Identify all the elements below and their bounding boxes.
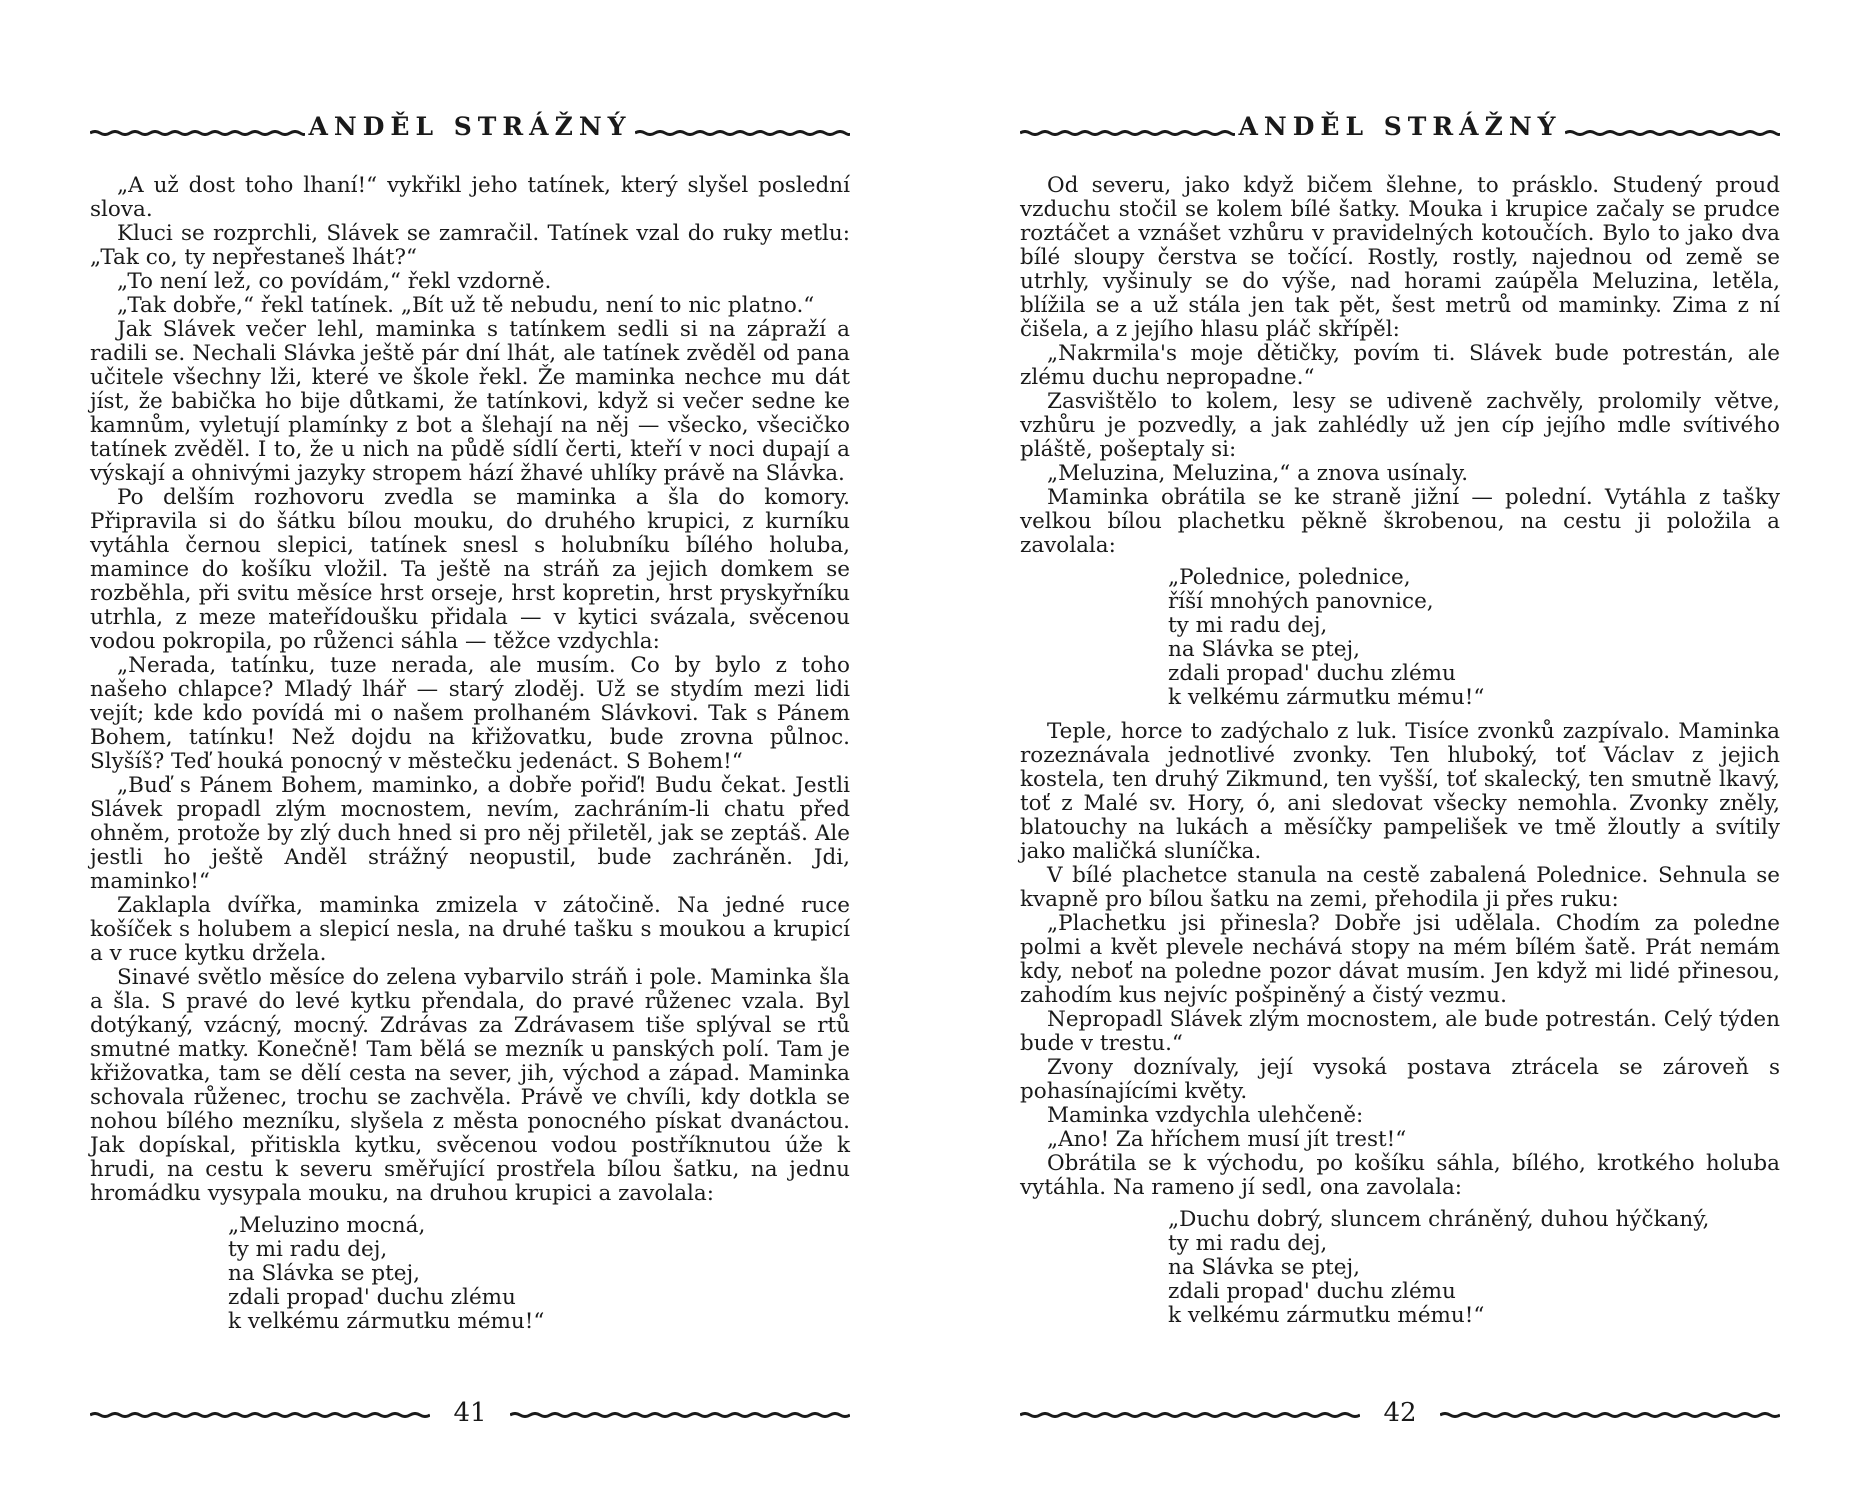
paragraph: Zasvištělo to kolem, lesy se udiveně zachvěly, prolomily větve, vzhůru je pozvedly, a jak zahlédly už jen cíp jejího mdle svítivého pláště, pošeptaly si: xyxy=(1020,389,1780,462)
poem-line: „Polednice, polednice, xyxy=(1168,565,1411,590)
paragraph: Maminka obrátila se ke straně jižní — polední. Vytáhla z tašky velkou bílou plachetku pěkně škrobenou, na cestu ji položila a zavolala: xyxy=(1020,485,1780,558)
paragraph: Sinavé světlo měsíce do zelena vybarvilo stráň i pole. Maminka šla a šla. S pravé do levé kytku přendala, do pravé růženec vzala. Byl dotýkaný, vzácný, mocný. Zdrávas za Zdrávasem tiše splýval se rtů smutné matky. Konečně! Tam bělá se mezník u panských polí. Tam je křižovatka, tam se dělí cesta na sever, jih, východ a západ. Maminka schovala růženec, trochu se zachvěla. Právě ve chvíli, kdy dotkla se nohou bílého mezníku, slyšela z města ponocného pískat dvanáctou. Jak dopískal, přitiskla kytku, svěcenou vodou postříknutou úže k hrudi, na cestu k severu směřující prostřela bílou šatku, na jednu hromádku vysypala mouku, na druhou krupici a zavolala: xyxy=(90,965,850,1206)
paragraph: Nepropadl Slávek zlým mocnostem, ale bude potrestán. Celý týden bude v trestu.“ xyxy=(1020,1007,1780,1056)
paragraph: „Tak dobře,“ řekl tatínek. „Bít už tě nebudu, není to nic platno.“ xyxy=(117,293,815,318)
paragraph: Po delším rozhovoru zvedla se maminka a šla do komory. Připravila si do šátku bílou mouku, do druhého krupici, z kurníku vytáhla černou slepici, tatínek snesl s holubníku bílého holuba, mamince do košíku vložil. Ta ještě na stráň za jejich domkem se rozběhla, při svitu měsíce hrst orseje, hrst kopretin, hrst pryskyřníku utrhla, z meze mateřídoušku přidala — v kytici svázala, svěcenou vodou pokropila, po růženci sáhla — těžce vzdychla: xyxy=(90,485,850,654)
paragraph: Teple, horce to zadýchalo z luk. Tisíce zvonků zazpívalo. Maminka rozeznávala jednotlivé zvonky. Ten hluboký, toť Václav z jejich kostela, ten druhý Zikmund, ten vyšší, toť skalecký, ten smutně lkavý, toť z Malé sv. Hory, ó, ani sledovat všecky nemohla. Zvonky zněly, blatouchy na lukách a měsíčky pampelišek ve tmě žloutly a svítily jako maličká sluníčka. xyxy=(1020,719,1780,864)
poem-line: k velkému zármutku mému!“ xyxy=(1168,1303,1485,1328)
paragraph: Zaklapla dvířka, maminka zmizela v zátočině. Na jedné ruce košíček s holubem a slepicí nesla, na druhé tašku s moukou a krupicí a v ruce kytku držela. xyxy=(90,893,850,966)
footer-ornament-right xyxy=(510,1412,850,1418)
right-page xyxy=(1020,0,1780,1500)
poem-line: „Duchu dobrý, sluncem chráněný, duhou hýčkaný, xyxy=(1168,1207,1710,1232)
paragraph: Od severu, jako když bičem šlehne, to prásklo. Studený proud vzduchu stočil se kolem bílé šatky. Mouka i krupice začaly se prudce roztáčet a vznášet vzhůru v pravidelných kotoučích. Bylo to jako dva bílé sloupy čerstva se točící. Rostly, rostly, najednou od země se utrhly, vyšinuly se do výše, nad horami zaúpěla Meluzina, letěla, blížila se a už stála jen tak pět, šest metrů od maminky. Zima z ní čišela, a z jejího hlasu pláč skřípěl: xyxy=(1020,173,1780,342)
page-footer xyxy=(90,1398,850,1434)
paragraph: „Meluzina, Meluzina,“ a znova usínaly. xyxy=(1047,461,1469,486)
paragraph: Jak Slávek večer lehl, maminka s tatínkem sedli si na zápraží a radili se. Nechali Slávka ještě pár dní lhát, ale tatínek zvěděl od pana učitele všechny lži, které ve škole řekl. Že maminka nechce mu dát jíst, že babička ho bije důtkami, že tatínkovi, když si večer sedne ke kamnům, vyletují plamínky z bot a šlehají na něj — všecko, všecičko tatínek zvěděl. I to, že u nich na půdě sídlí čerti, kteří v noci dupají a výskají a ohnivými jazyky stropem hází žhavé uhlíky právě na Slávka. xyxy=(90,317,850,486)
text-body xyxy=(1020,174,1780,1338)
paragraph: Kluci se rozprchli, Slávek se zamračil. Tatínek vzal do ruky metlu: „Tak co, ty nepřestaneš lhát?“ xyxy=(90,221,850,270)
poem-line: říší mnohých panovnice, xyxy=(1168,589,1434,614)
header-title: ANDĚL STRÁŽNÝ xyxy=(1238,112,1562,141)
poem-line: zdali propad' duchu zlému xyxy=(1168,661,1456,686)
header-ornament-right xyxy=(1565,130,1780,136)
poem-line: ty mi radu dej, xyxy=(1168,1231,1328,1256)
header-title: ANDĚL STRÁŽNÝ xyxy=(308,112,632,141)
footer-ornament-right xyxy=(1440,1412,1780,1418)
poem xyxy=(228,1214,850,1334)
header-ornament-right xyxy=(635,130,850,136)
poem-line: na Slávka se ptej, xyxy=(1168,1255,1360,1280)
paragraph: „A už dost toho lhaní!“ vykřikl jeho tatínek, který slyšel poslední slova. xyxy=(90,173,850,222)
paragraph: „Ano! Za hříchem musí jít trest!“ xyxy=(1047,1127,1407,1152)
page-number: 41 xyxy=(453,1398,487,1428)
paragraph: Obrátila se k východu, po košíku sáhla, bílého, krotkého holuba vytáhla. Na rameno jí sedl, ona zavolala: xyxy=(1020,1151,1780,1200)
paragraph: „To není lež, co povídám,“ řekl vzdorně. xyxy=(117,269,552,294)
paragraph: „Buď s Pánem Bohem, maminko, a dobře pořiď! Budu čekat. Jestli Slávek propadl zlým mocnostem, nevím, zachráním-li chatu před ohněm, protože by zlý duch hned si pro něj přiletěl, jak se zeptáš. Ale jestli ho ještě Anděl strážný neopustil, bude zachráněn. Jdi, maminko!“ xyxy=(90,773,850,894)
poem-line: na Slávka se ptej, xyxy=(228,1261,420,1286)
poem-line: ty mi radu dej, xyxy=(1168,613,1328,638)
poem xyxy=(1168,566,1780,710)
left-page xyxy=(90,0,850,1500)
paragraph: „Nerada, tatínku, tuze nerada, ale musím. Co by bylo z toho našeho chlapce? Mladý lhář — starý zloděj. Už se stydím mezi lidi vejít; kde kdo povídá mi o našem prolhaném Slávkovi. Tak s Pánem Bohem, tatínku! Než dojdu na křižovatku, bude zrovna půlnoc. Slyšíš? Teď houká ponocný v městečku jedenáct. S Bohem!“ xyxy=(90,653,850,774)
running-header xyxy=(90,112,850,152)
poem-line: k velkému zármutku mému!“ xyxy=(1168,685,1485,710)
paragraph: V bílé plachetce stanula na cestě zabalená Polednice. Sehnula se kvapně pro bílou šatku na zemi, přehodila ji přes ruku: xyxy=(1020,863,1780,912)
poem-line: zdali propad' duchu zlému xyxy=(1168,1279,1456,1304)
page-number: 42 xyxy=(1383,1398,1417,1428)
poem-line: k velkému zármutku mému!“ xyxy=(228,1309,545,1334)
text-body xyxy=(90,174,850,1344)
paragraph: Zvony doznívaly, její vysoká postava ztrácela se zároveň s pohasínajícími květy. xyxy=(1020,1055,1780,1104)
paragraph: „Plachetku jsi přinesla? Dobře jsi udělala. Chodím za poledne polmi a květ plevele nechává stopy na mém bílém šatě. Prát nemám kdy, neboť na poledne pozor dávat musím. Jen když mi lidé přinesou, zahodím kus nejvíc pošpiněný a čistý vezmu. xyxy=(1020,911,1780,1008)
running-header xyxy=(1020,112,1780,152)
paragraph: Maminka vzdychla ulehčeně: xyxy=(1047,1103,1364,1128)
poem-line: ty mi radu dej, xyxy=(228,1237,388,1262)
poem-line: zdali propad' duchu zlému xyxy=(228,1285,516,1310)
poem-line: na Slávka se ptej, xyxy=(1168,637,1360,662)
poem-line: „Meluzino mocná, xyxy=(228,1213,426,1238)
page-footer xyxy=(1020,1398,1780,1434)
poem xyxy=(1168,1208,1780,1328)
paragraph: „Nakrmila's moje dětičky, povím ti. Slávek bude potrestán, ale zlému duchu nepropadne.“ xyxy=(1020,341,1780,390)
